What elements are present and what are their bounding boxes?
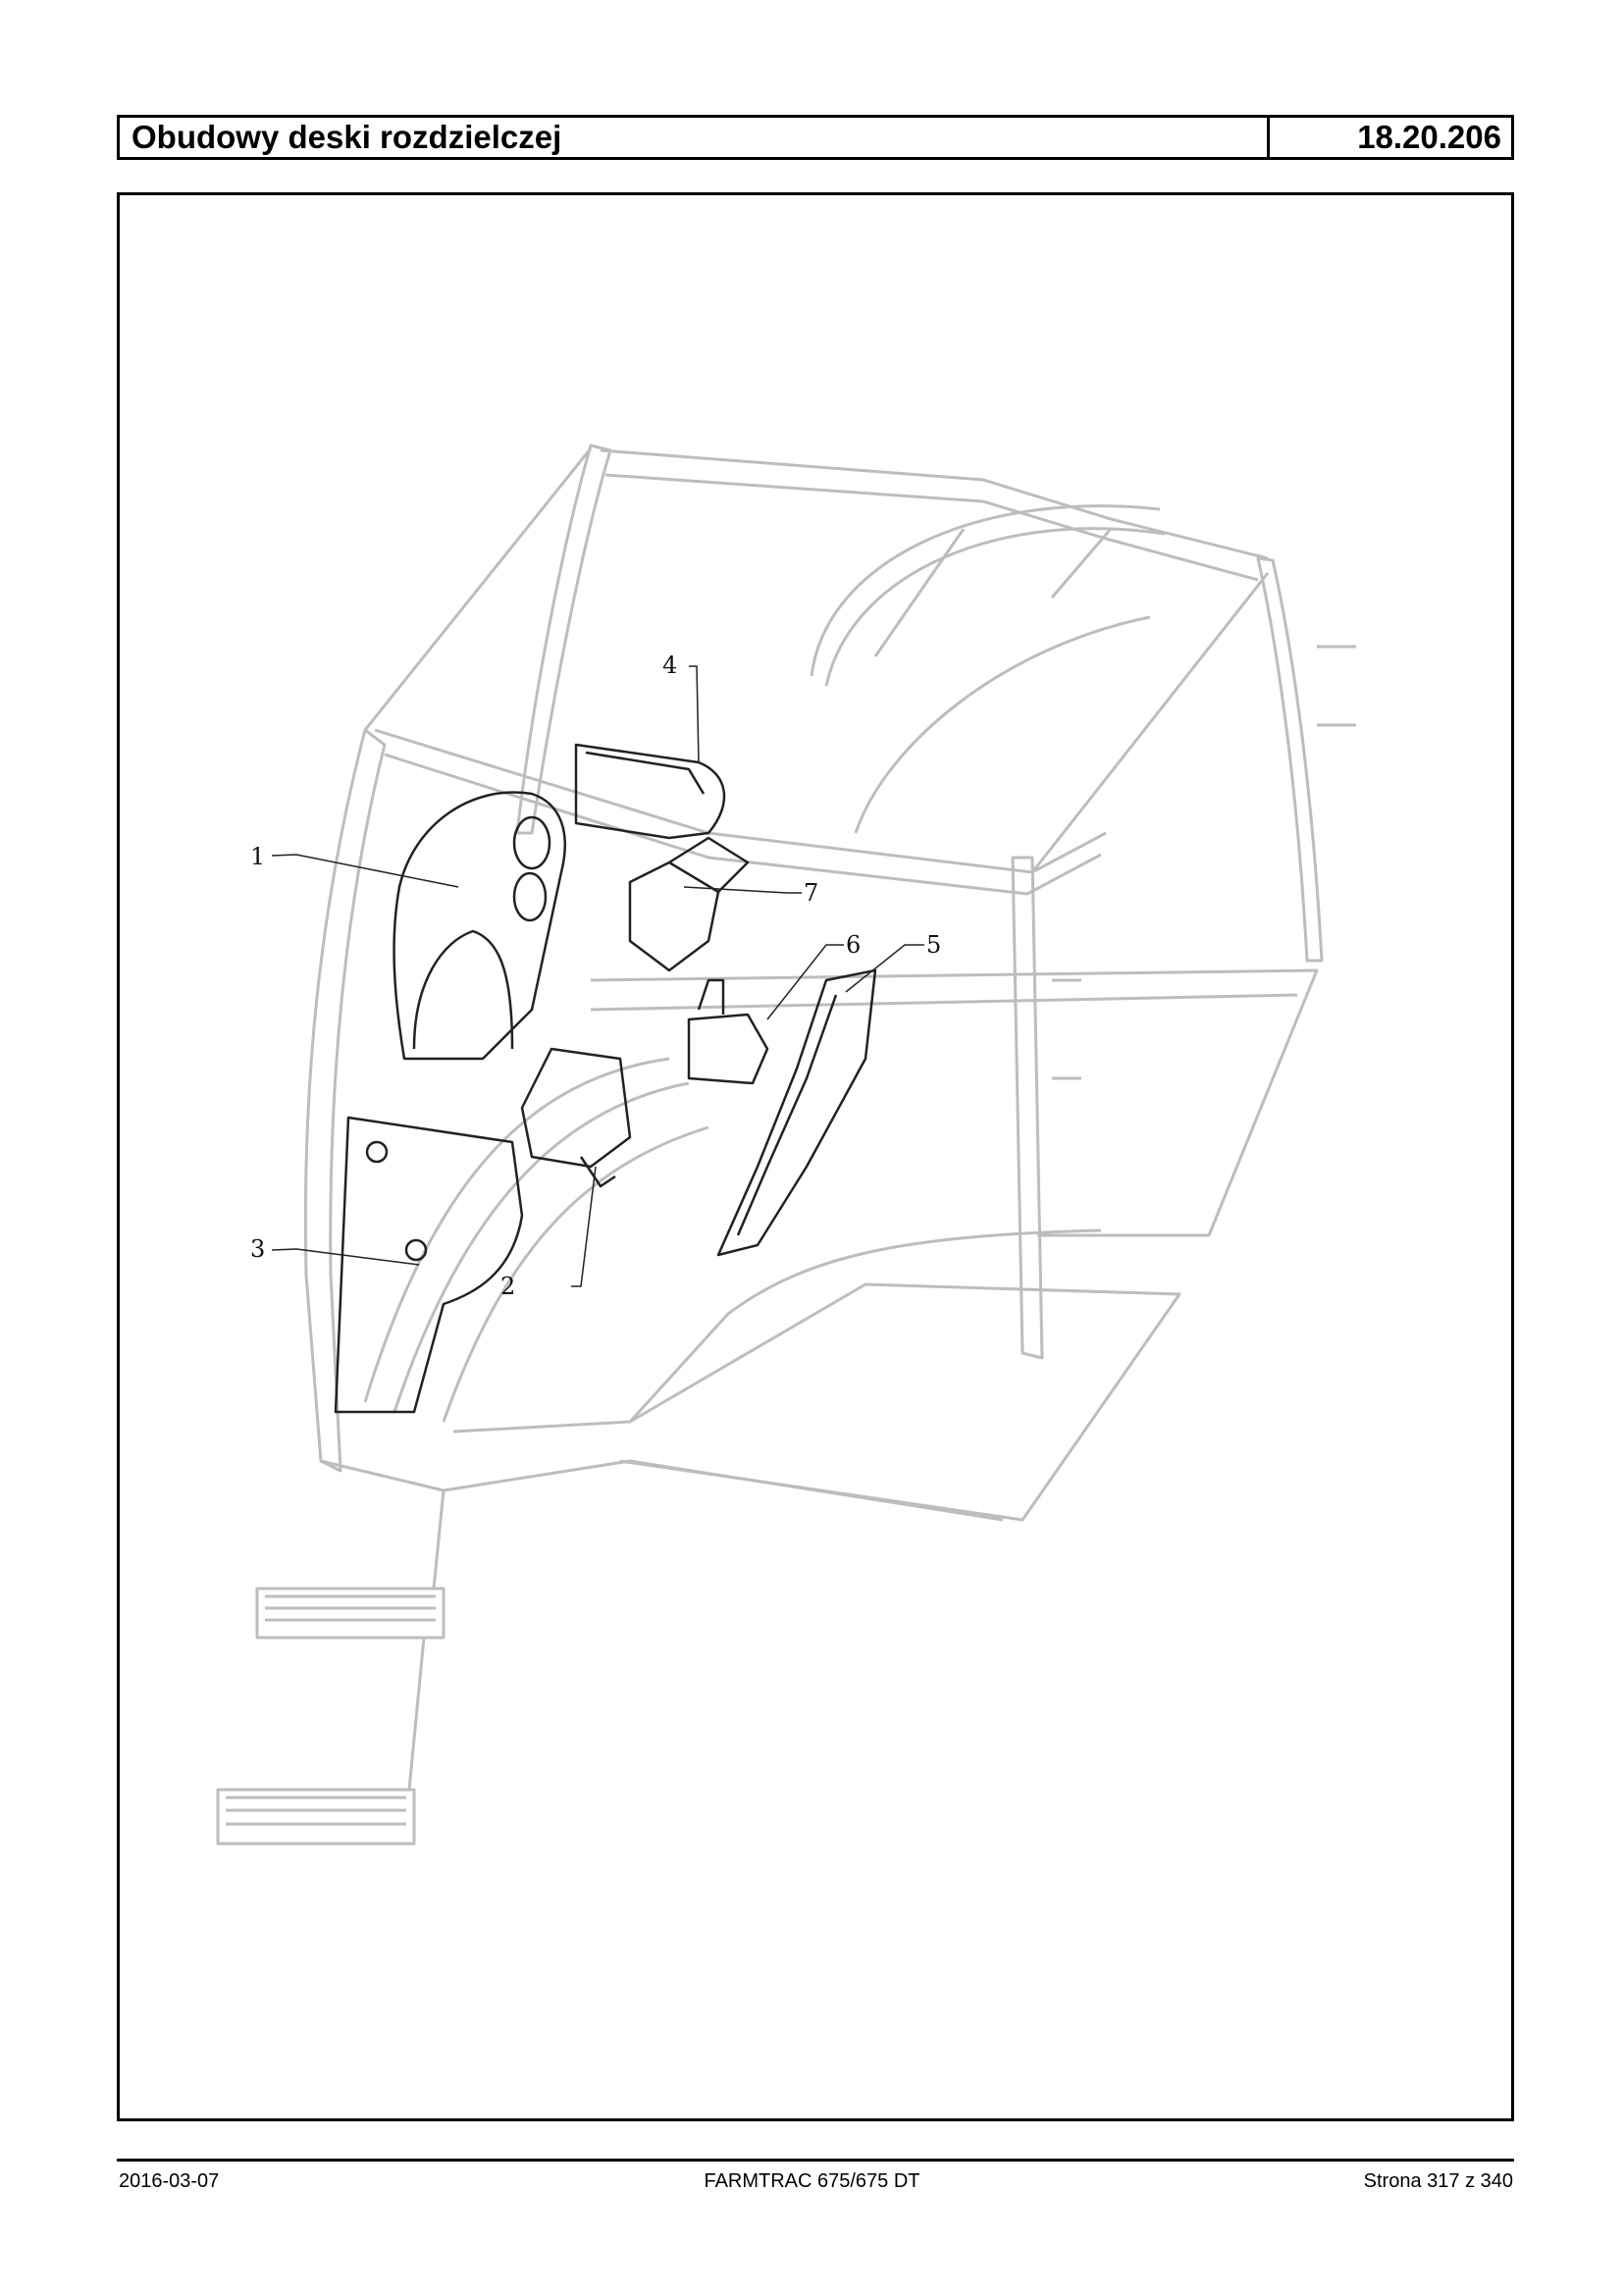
- callout-5: 5: [926, 931, 942, 959]
- callout-6: 6: [846, 931, 862, 959]
- footer-divider: [117, 2159, 1514, 2162]
- callout-2: 2: [500, 1273, 516, 1300]
- section-code: 18.20.206: [1357, 119, 1501, 155]
- callout-7: 7: [804, 879, 819, 907]
- cab-exploded-diagram: [120, 195, 1514, 2121]
- page-header: [117, 115, 1514, 160]
- callout-4: 4: [662, 652, 678, 679]
- footer-date: 2016-03-07: [119, 2170, 220, 2192]
- callout-1: 1: [250, 843, 266, 870]
- callout-3: 3: [250, 1235, 266, 1263]
- footer-page: Strona 317 z 340: [1363, 2170, 1513, 2192]
- section-title: Obudowy deski rozdzielczej: [120, 118, 1270, 157]
- footer-model: FARMTRAC 675/675 DT: [704, 2170, 920, 2192]
- diagram-frame: [117, 192, 1514, 2121]
- cab-frame: [218, 445, 1356, 1844]
